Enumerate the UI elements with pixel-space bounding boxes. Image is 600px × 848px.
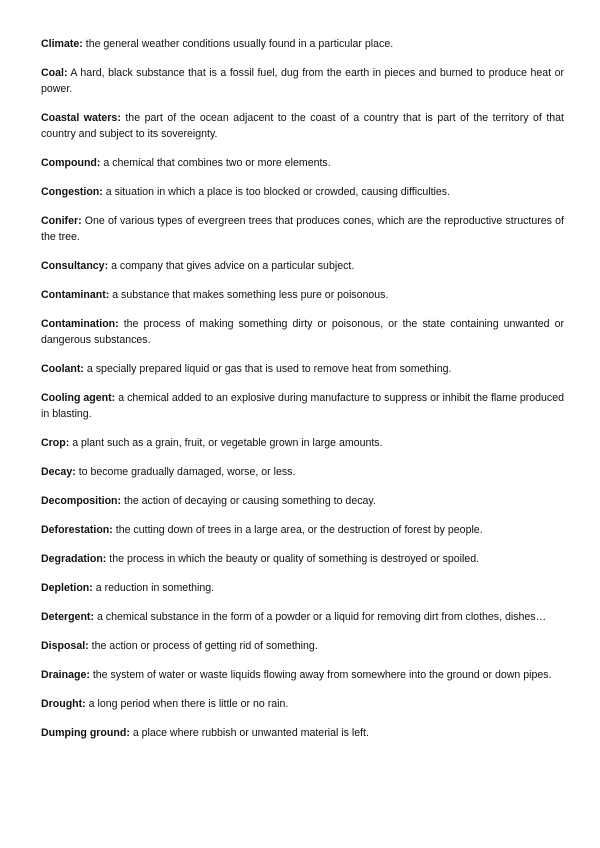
glossary-entry-congestion <box>41 184 564 200</box>
glossary-term: Deforestation: <box>41 524 113 536</box>
glossary-definition: a plant such as a grain, fruit, or vegetable grown in large amounts. <box>72 437 383 449</box>
glossary-entry-drainage <box>41 667 564 683</box>
glossary-definition: the process of making something dirty or poisonous, or the state containing unwanted or dangerous substances. <box>41 318 564 346</box>
glossary-entry-consultancy <box>41 258 564 274</box>
glossary-term: Consultancy: <box>41 260 109 272</box>
glossary-definition: the system of water or waste liquids flowing away from somewhere into the ground or down pipes. <box>92 669 552 681</box>
glossary-definition: a chemical that combines two or more elements. <box>103 157 331 169</box>
glossary-entry-dumping-ground <box>41 725 564 741</box>
glossary-term: Detergent: <box>41 611 94 623</box>
glossary-definition: the action or process of getting rid of something. <box>91 640 318 652</box>
glossary-entry-compound <box>41 155 564 171</box>
glossary-definition: the cutting down of trees in a large area, or the destruction of forest by people. <box>115 524 483 536</box>
glossary-definition: a substance that makes something less pure or poisonous. <box>112 289 389 301</box>
glossary-term: Drainage: <box>41 669 90 681</box>
glossary-entry-disposal <box>41 638 564 654</box>
glossary-entry-coolant <box>41 361 564 377</box>
glossary-entry-coal <box>41 65 564 97</box>
glossary-definition: a long period when there is little or no rain. <box>88 698 289 710</box>
glossary-entry-coastal-waters <box>41 110 564 142</box>
glossary-definition: a chemical substance in the form of a powder or a liquid for removing dirt from clothes, dishes… <box>96 611 547 623</box>
glossary-definition: a chemical added to an explosive during manufacture to suppress or inhibit the flame produced in blasting. <box>41 392 565 420</box>
glossary-entry-depletion <box>41 580 564 596</box>
glossary-definition: a company that gives advice on a particular subject. <box>111 260 355 272</box>
glossary-entry-contamination <box>41 316 564 348</box>
glossary-term: Coal: <box>41 67 68 79</box>
glossary-term: Dumping ground: <box>41 727 130 739</box>
glossary-term: Climate: <box>41 38 83 50</box>
glossary-definition: to become gradually damaged, worse, or less. <box>78 466 296 478</box>
glossary-definition: a place where rubbish or unwanted material is left. <box>132 727 369 739</box>
glossary-entry-detergent <box>41 609 564 625</box>
glossary-term: Degradation: <box>41 553 107 565</box>
glossary-term: Contaminant: <box>41 289 110 301</box>
glossary-term: Crop: <box>41 437 70 449</box>
glossary-definition: a situation in which a place is too blocked or crowded, causing difficulties. <box>105 186 451 198</box>
glossary-term: Coolant: <box>41 363 84 375</box>
glossary-definition: One of various types of evergreen trees that produces cones, which are the reproductive structures of the tree. <box>41 215 564 243</box>
glossary-entry-contaminant <box>41 287 564 303</box>
glossary-term: Coastal waters: <box>41 112 121 124</box>
glossary-definition: a specially prepared liquid or gas that is used to remove heat from something. <box>86 363 452 375</box>
glossary-entry-conifer <box>41 213 564 245</box>
glossary-entry-crop <box>41 435 564 451</box>
glossary-term: Decay: <box>41 466 76 478</box>
glossary-term: Contamination: <box>41 318 119 330</box>
glossary-entry-drought <box>41 696 564 712</box>
glossary-term: Drought: <box>41 698 86 710</box>
glossary-entry-degradation <box>41 551 564 567</box>
glossary-definition: a reduction in something. <box>95 582 215 594</box>
glossary-entry-climate <box>41 36 564 52</box>
glossary-definition: the process in which the beauty or quality of something is destroyed or spoiled. <box>109 553 480 565</box>
glossary-entry-cooling-agent <box>41 390 564 422</box>
glossary-term: Congestion: <box>41 186 103 198</box>
glossary-term: Cooling agent: <box>41 392 116 404</box>
glossary-term: Compound: <box>41 157 101 169</box>
glossary-definition: A hard, black substance that is a fossil fuel, dug from the earth in pieces and burned to produce heat or power. <box>41 67 565 95</box>
glossary-entry-decomposition <box>41 493 564 509</box>
glossary-entry-decay <box>41 464 564 480</box>
glossary-term: Conifer: <box>41 215 82 227</box>
glossary-term: Disposal: <box>41 640 89 652</box>
glossary-term: Decomposition: <box>41 495 122 507</box>
glossary-term: Depletion: <box>41 582 93 594</box>
glossary-entry-deforestation <box>41 522 564 538</box>
glossary-definition: the part of the ocean adjacent to the coast of a country that is part of the territory of that country and subject to its sovereignty. <box>41 112 564 140</box>
glossary-definition: the action of decaying or causing something to decay. <box>124 495 376 507</box>
glossary-definition: the general weather conditions usually found in a particular place. <box>85 38 394 50</box>
